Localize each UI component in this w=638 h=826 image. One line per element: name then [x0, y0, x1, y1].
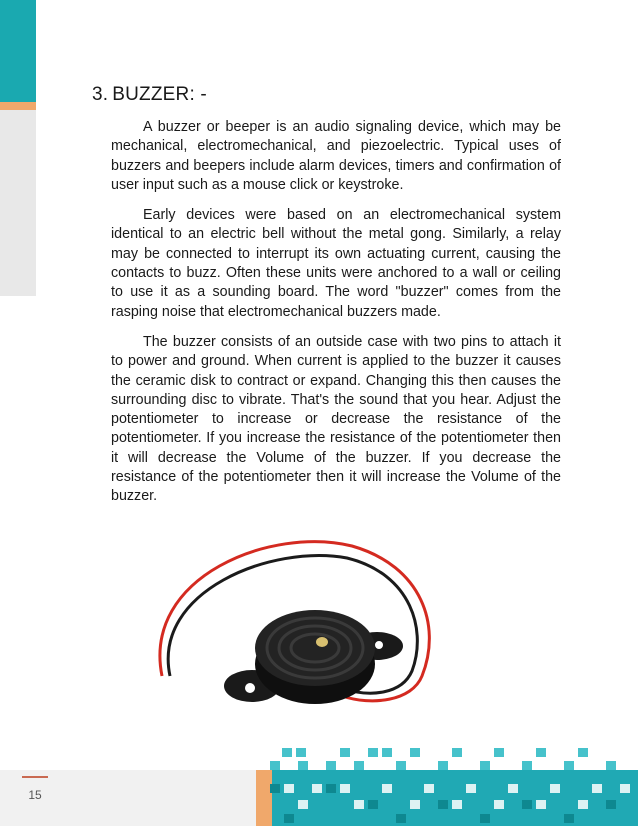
page-number-box — [22, 776, 48, 812]
decorative-squares-pattern — [270, 742, 638, 826]
side-band-orange — [0, 102, 36, 110]
paragraph: The buzzer consists of an outside case with two pins to attach it to power and ground. When current is applied to the buzzer it causes the ceramic disk to contract or expand. Changing this then causes the surrounding disc to vibrate. That's the sound that you hear. Adjust the potentiometer to increase or decrease the resistance of the potentiometer. If you increase the resistance of the potentiometer then it will decrease the Volume of the buzzer. If you decrease the resistance of the potentiometer then it will increase the Volume of the buzzer. — [111, 333, 561, 505]
body-text — [111, 118, 561, 518]
buzzer-body-top — [255, 610, 375, 686]
paragraph: A buzzer or beeper is an audio signaling device, which may be mechanical, electromechanical, and piezoelectric. Typical uses of buzzers and beepers include alarm devices, timers and confirmation of user input such as a mouse click or keystroke. — [111, 119, 561, 193]
paragraph: Early devices were based on an electromechanical system identical to an electric bell without the metal gong. Similarly, a relay may be connected to interrupt its own actuating current, causing the contacts to buzz. Often these units were anchored to a wall or ceiling to use it as a sounding board. The word "buzzer" comes from the rasping noise that electromechanical buzzers made. — [111, 207, 561, 320]
buzzer-photo — [122, 516, 482, 722]
side-band-teal — [0, 0, 36, 102]
sound-hole — [316, 637, 328, 647]
section-heading — [92, 84, 207, 106]
section-number: 3. — [92, 84, 109, 105]
page-number: 15 — [28, 788, 42, 802]
side-band-gray — [0, 110, 36, 296]
section-title: BUZZER: - — [112, 84, 207, 105]
